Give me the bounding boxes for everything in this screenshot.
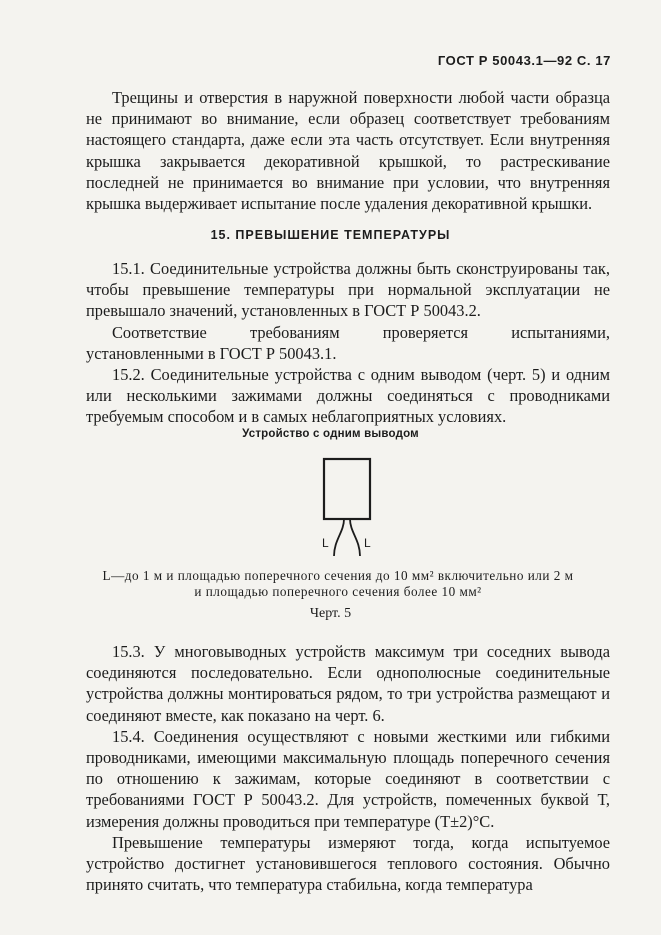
caption-line: и площадью поперечного сечения более 10 мм²: [194, 583, 482, 599]
wire-length-label-left: L: [322, 536, 329, 550]
device-body: [324, 459, 370, 519]
paragraph: Соответствие требованиям проверяется испытаниями, установленными в ГОСТ Р 50043.1.: [86, 322, 610, 363]
page-header: ГОСТ Р 50043.1—92 С. 17: [437, 53, 611, 68]
paragraph-block-3: [86, 641, 610, 895]
paragraph: Трещины и отверстия в наружной поверхности любой части образца не принимают во внимание, если образец соответствует требованиям настоящего стандарта, даже если эта часть отсутствует. Если внутренняя крышка закрывается декоративной крышкой, то растрескивание последней не принимается во внимание при условии, что внутренняя крышка выдерживает испытание после удаления декоративной крышки.: [86, 88, 610, 214]
paragraph-block-1: [86, 87, 610, 214]
paragraph: 15.2. Соединительные устройства с одним выводом (черт. 5) и одним или несколькими зажимами должны соединяться с проводниками требуемым способом и в самых неблагоприятных условиях.: [86, 365, 610, 427]
wire-length-label-right: L: [364, 536, 371, 550]
paragraph-block-2: [86, 258, 610, 428]
device-diagram: [300, 452, 390, 564]
figure-number: Черт. 5: [309, 606, 352, 621]
figure-title: Устройство с одним выводом: [242, 428, 419, 440]
section-title: 15. ПРЕВЫШЕНИЕ ТЕМПЕРАТУРЫ: [210, 228, 451, 242]
paragraph: 15.4. Соединения осуществляют с новыми жесткими или гибкими проводниками, имеющими максимальную площадь поперечного сечения по отношению к зажимам, которые соединяют в соответствии с требованиями ГОСТ Р 50043.2. Для устройств, помеченных буквой Т, измерения должны проводиться при температуре (T±2)°C.: [86, 726, 610, 831]
paragraph: Превышение температуры измеряют тогда, когда испытуемое устройство достигнет установившегося теплового состояния. Обычно принято считать, что температура стабильна, когда температура: [86, 832, 610, 895]
paragraph: 15.3. У многовыводных устройств максимум три соседних вывода соединяются последовательно. Если однополюсные соединительные устройства должны монтироваться рядом, то три устройства размещают и соединяют вместе, как показано на черт. 6.: [86, 642, 610, 725]
caption-line: L—до 1 м и площадью поперечного сечения до 10 мм² включительно или 2 м: [102, 568, 574, 583]
lead-wire-left: [334, 519, 344, 556]
figure-caption: [60, 568, 616, 599]
lead-wire-right: [350, 519, 360, 556]
paragraph: 15.1. Соединительные устройства должны быть сконструированы так, чтобы превышение температуры при нормальной эксплуатации не превышало значений, установленных в ГОСТ Р 50043.2.: [86, 259, 610, 321]
